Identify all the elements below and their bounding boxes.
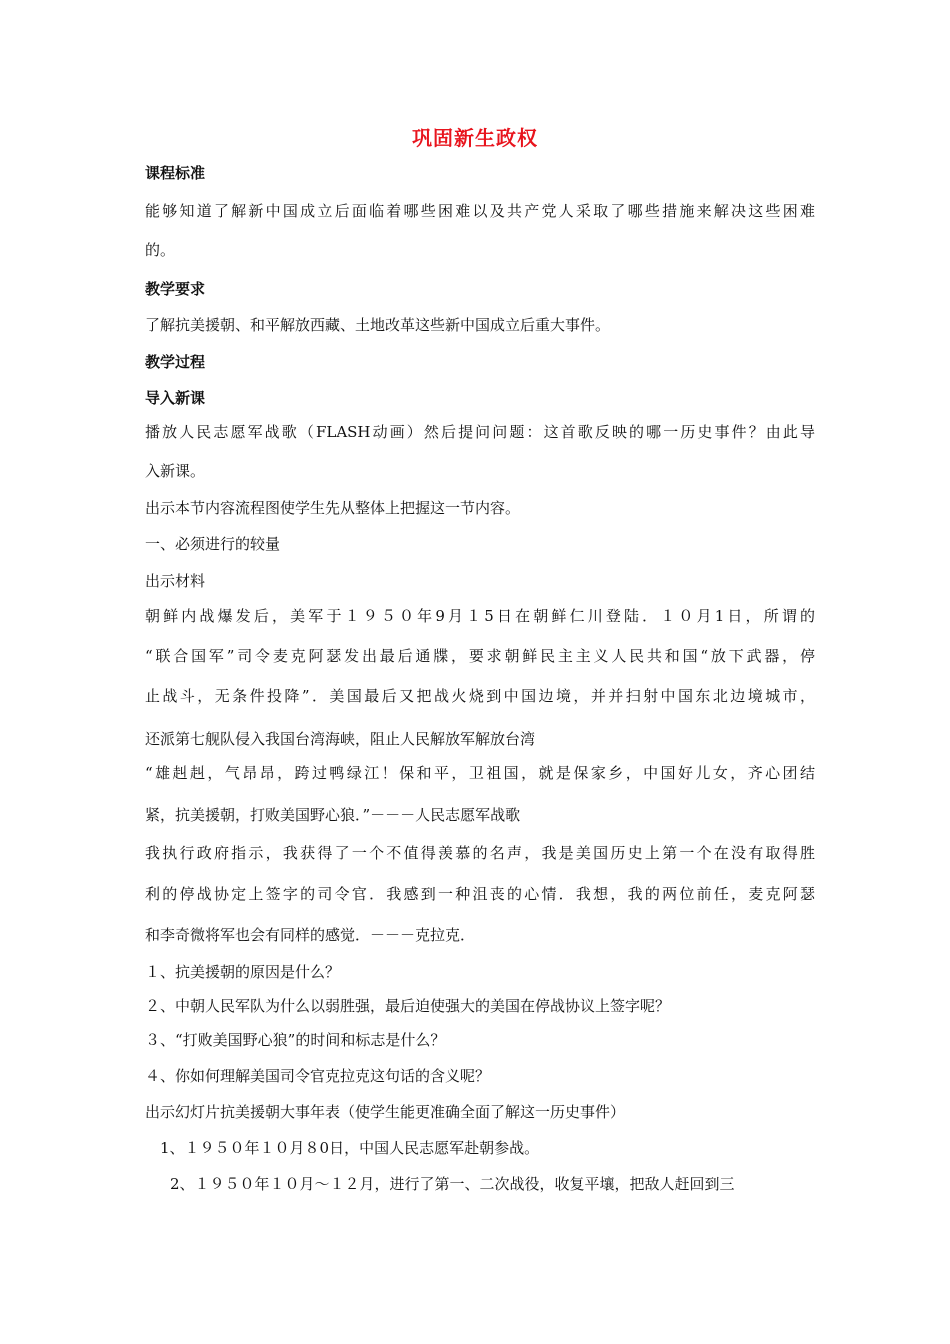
paragraph-line: 止战斗，无条件投降”．美国最后又把战火烧到中国边境，并并扫射中国东北边境城市，	[145, 687, 815, 705]
paragraph-line: 了解抗美援朝、和平解放西藏、土地改革这些新中国成立后重大事件。	[145, 316, 611, 334]
heading-teaching-process: 教学过程	[145, 353, 206, 371]
question-item: ３、“打败美国野心狼”的时间和标志是什么？	[145, 1031, 446, 1049]
paragraph-line: 出示幻灯片抗美援朝大事年表（使学生能更准确全面了解这一历史事件）	[145, 1103, 626, 1121]
paragraph-line: 朝鲜内战爆发后，美军于１９５０年9月１5日在朝鲜仁川登陆．１０月1日，所谓的	[145, 607, 815, 625]
timeline-item: 2、１９５０年１０月～１２月，进行了第一、二次战役，收复平壤，把敌人赶回到三	[170, 1175, 735, 1193]
paragraph-line: 紧，抗美援朝，打败美国野心狼．”－－－人民志愿军战歌	[145, 806, 521, 824]
paragraph-line: 播放人民志愿军战歌（FLASH动画）然后提问问题：这首歌反映的哪一历史事件？由此导	[145, 423, 815, 441]
heading-intro: 导入新课	[145, 389, 206, 407]
paragraph-line: 能够知道了解新中国成立后面临着哪些困难以及共产党人采取了哪些措施来解决这些困难	[145, 202, 815, 220]
question-item: ４、你如何理解美国司令官克拉克这句话的含义呢？	[145, 1067, 491, 1085]
paragraph-line: 入新课。	[145, 462, 206, 480]
paragraph-line: 我执行政府指示，我获得了一个不值得羡慕的名声，我是美国历史上第一个在没有取得胜	[145, 844, 815, 862]
timeline-item: 1、１９５０年１０月８0日，中国人民志愿军赴朝参战。	[160, 1139, 540, 1157]
heading-teaching-requirements: 教学要求	[145, 280, 206, 298]
paragraph-line: “雄赳赳，气昂昂，跨过鸭绿江！保和平，卫祖国，就是保家乡，中国好儿女，齐心团结	[145, 764, 815, 782]
paragraph-line: 利的停战协定上签字的司令官．我感到一种沮丧的心情．我想，我的两位前任，麦克阿瑟	[145, 885, 815, 903]
heading-course-standard: 课程标准	[145, 164, 206, 182]
paragraph-line: 出示材料	[145, 572, 206, 590]
paragraph-line: 还派第七舰队侵入我国台湾海峡，阻止人民解放军解放台湾	[145, 730, 536, 748]
question-item: １、抗美援朝的原因是什么？	[145, 963, 341, 981]
paragraph-line: 的。	[145, 241, 176, 259]
question-item: ２、中朝人民军队为什么以弱胜强，最后迫使强大的美国在停战协议上签字呢？	[145, 997, 671, 1015]
paragraph-line: “联合国军”司令麦克阿瑟发出最后通牒，要求朝鲜民主主义人民共和国“放下武器，停	[145, 647, 815, 665]
page-title: 巩固新生政权	[412, 126, 538, 150]
paragraph-line: 和李奇微将军也会有同样的感觉．－－－克拉克．	[145, 926, 476, 944]
paragraph-line: 出示本节内容流程图使学生先从整体上把握这一节内容。	[145, 499, 521, 517]
section-heading-part1: 一、必须进行的较量	[145, 535, 281, 553]
